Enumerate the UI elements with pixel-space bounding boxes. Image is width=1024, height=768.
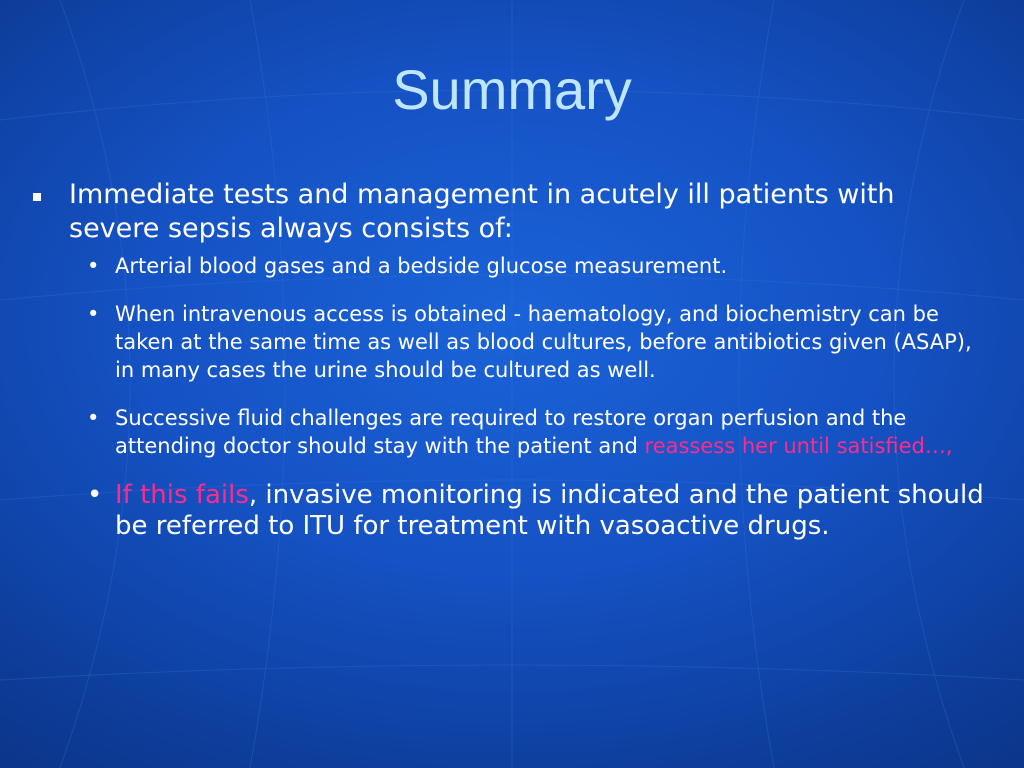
slide-content (32, 178, 992, 562)
sub-bullet-item (87, 404, 992, 460)
sub-bullet-text: When intravenous access is obtained - haematology, and biochemistry can be taken at the same time as well as blood cultures, before antibiotics given (ASAP), in many cases the urine should be cultured as well. (115, 302, 972, 382)
dot-bullet-icon: • (87, 302, 100, 326)
dot-bullet-icon: • (87, 406, 100, 430)
highlighted-text: reassess her until satisfied…, (644, 434, 953, 458)
dot-bullet-icon: • (87, 254, 100, 278)
sub-bullet-item (87, 252, 992, 280)
dot-bullet-icon: • (87, 480, 103, 510)
main-bullet-text: Immediate tests and management in acutely ill patients with severe sepsis always consists of: (69, 179, 895, 244)
sub-bullet-item (87, 480, 992, 542)
slide-title: Summary (392, 58, 632, 121)
sub-bullet-list (32, 252, 992, 542)
square-bullet-icon (33, 193, 41, 201)
highlighted-text: If this fails (115, 480, 249, 510)
sub-bullet-text: Arterial blood gases and a bedside glucose measurement. (115, 254, 728, 278)
sub-bullet-text: , invasive monitoring is indicated and the patient should be referred to ITU for treatment with vasoactive drugs. (115, 480, 984, 541)
sub-bullet-text: Successive fluid challenges are required to restore organ perfusion and the attending doctor should stay with the patient and (115, 406, 907, 458)
sub-bullet-item (87, 300, 992, 384)
main-bullet-point (32, 178, 992, 246)
